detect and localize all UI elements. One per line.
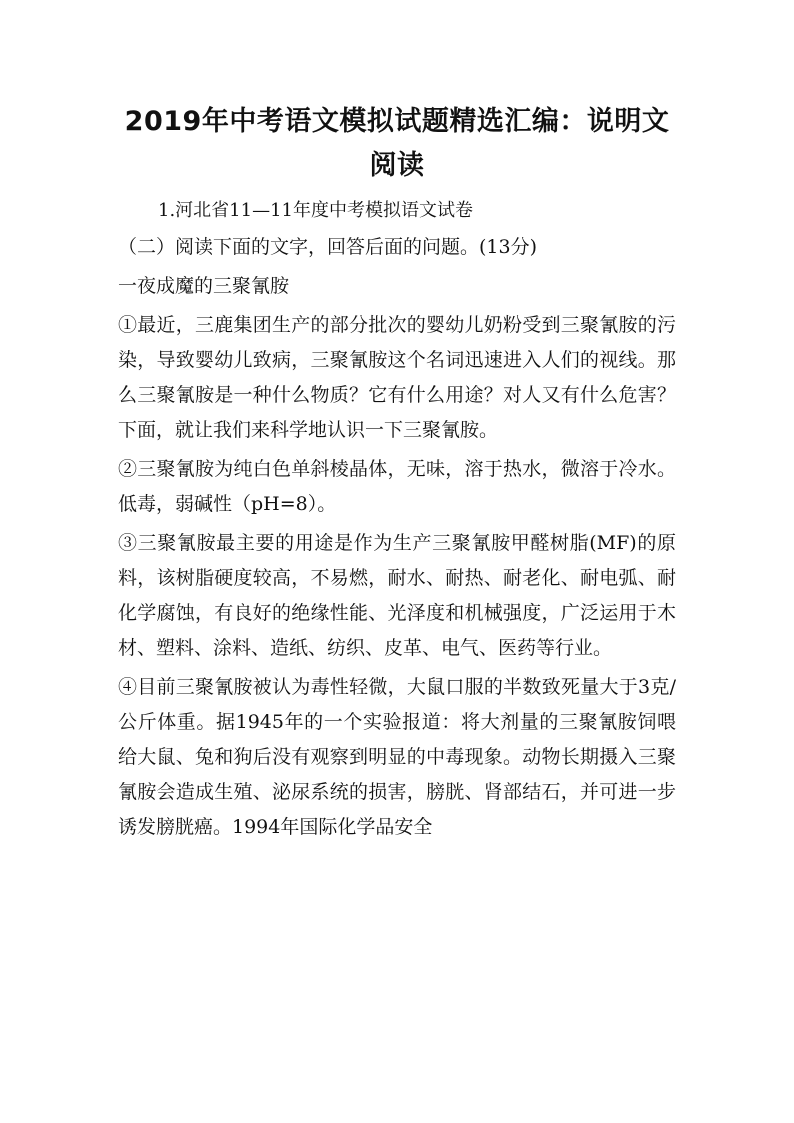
paragraph-4: ④目前三聚氰胺被认为毒性轻微，大鼠口服的半数致死量大于3克/公斤体重。据1945年的一个实验报道：将大剂量的三聚氰胺饲喂给大鼠、兔和狗后没有观察到明显的中毒现象。动物长期摄入三聚氰胺会造成生殖、泌尿系统的损害，膀胱、肾部结石，并可进一步诱发膀胱癌。1994年国际化学品安全 [118,676,676,838]
paragraph-3: ③三聚氰胺最主要的用途是作为生产三聚氰胺甲醛树脂(MF)的原料，该树脂硬度较高，不易燃，耐水、耐热、耐老化、耐电弧、耐化学腐蚀，有良好的绝缘性能、光泽度和机械强度，广泛运用于木材、塑料、涂料、造纸、纺织、皮革、电气、医药等行业。 [118,532,676,659]
question-instruction: （二）阅读下面的文字，回答后面的问题。(13分) [118,236,538,258]
paragraph-1: ①最近，三鹿集团生产的部分批次的婴幼儿奶粉受到三聚氰胺的污染，导致婴幼儿致病，三聚氰胺这个名词迅速进入人们的视线。那么三聚氰胺是一种什么物质？它有什么用途？对人又有什么危害？下面，就让我们来科学地认识一下三聚氰胺。 [118,314,676,441]
document-page [118,100,676,849]
source-line: 1.河北省11—11年度中考模拟语文试卷 [158,200,473,221]
document-title: 2019年中考语文模拟试题精选汇编：说明文阅读 [124,106,670,181]
paragraph-2: ②三聚氰胺为纯白色单斜棱晶体，无味，溶于热水，微溶于冷水。低毒，弱碱性（pH=8）。 [118,458,676,515]
article-title: 一夜成魔的三聚氰胺 [118,275,290,297]
